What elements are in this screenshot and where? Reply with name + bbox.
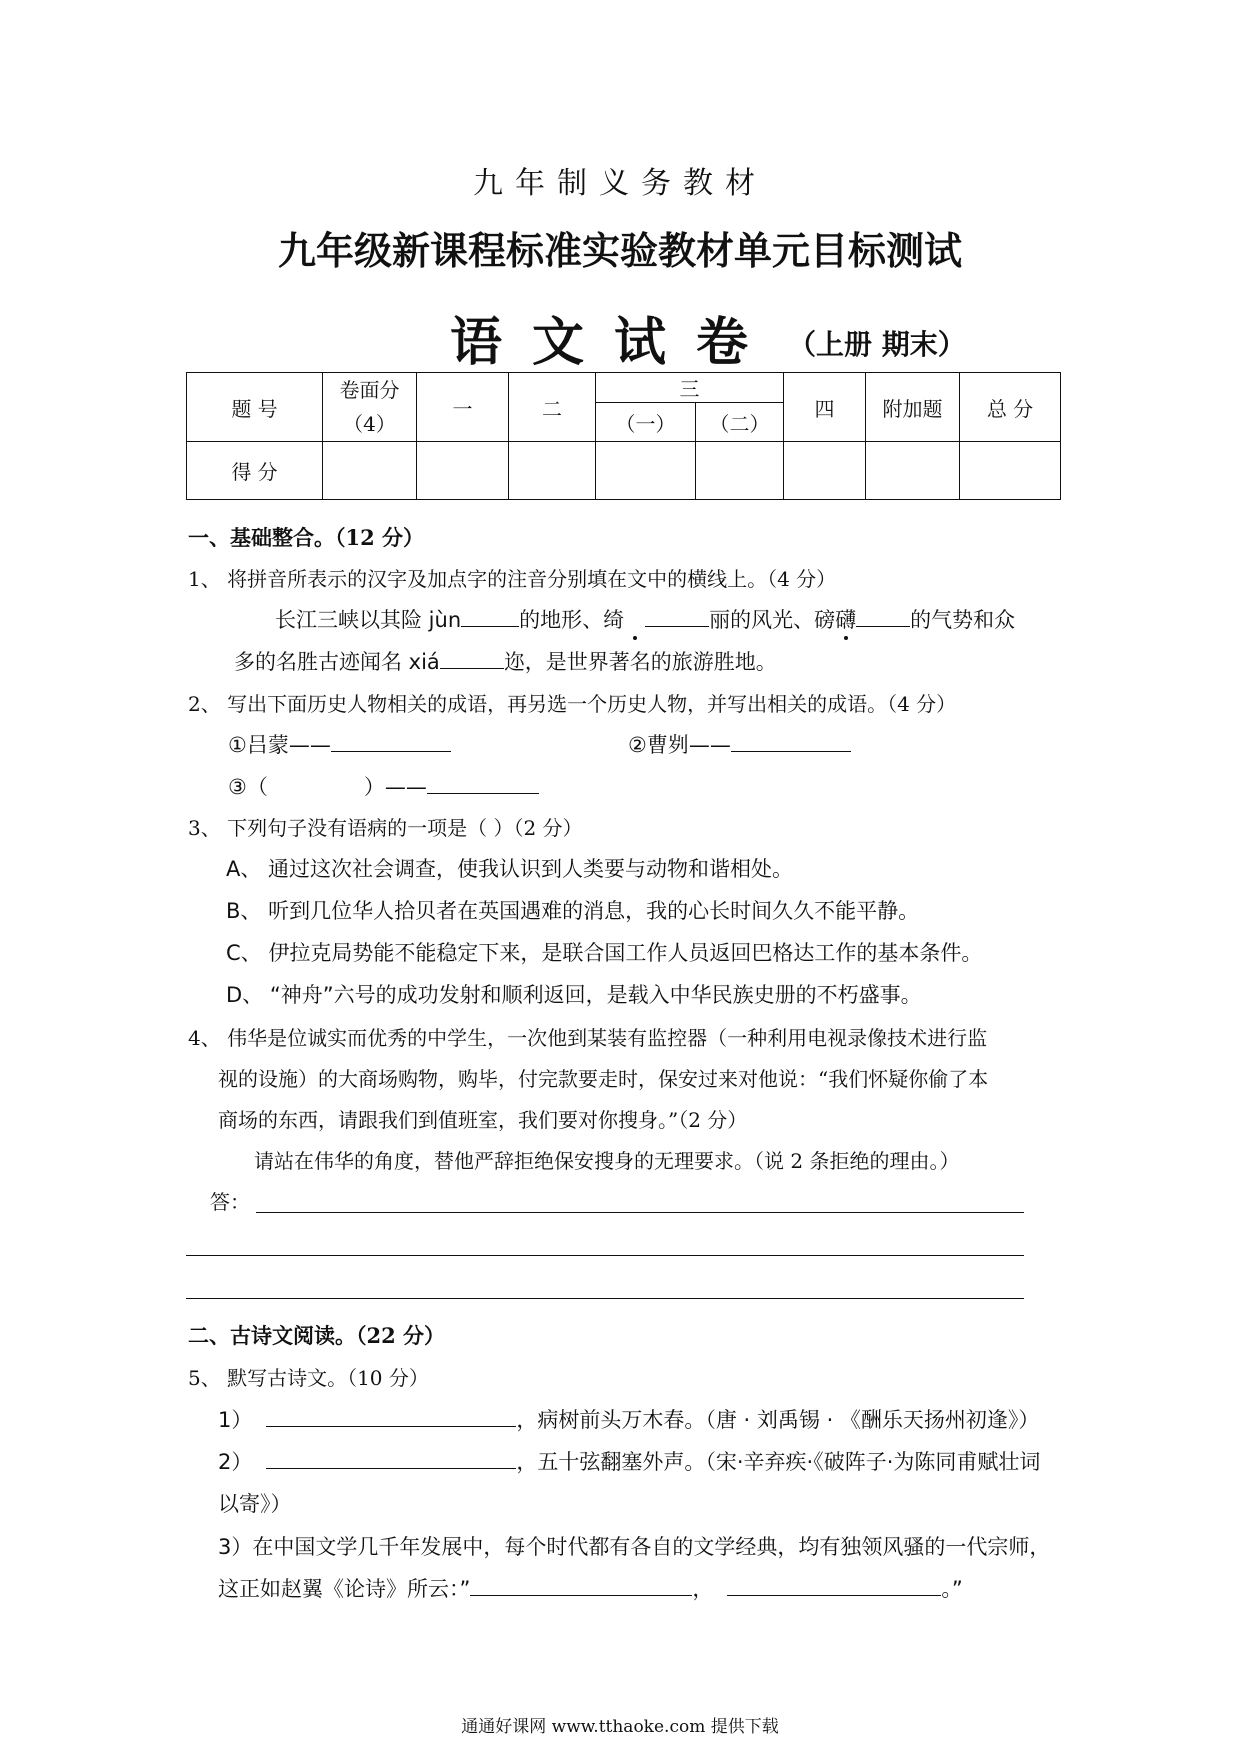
q2-item-a bbox=[228, 729, 451, 759]
col-juanmian-label: 卷面分 bbox=[339, 378, 400, 402]
top-title: 九年制义务教材 bbox=[473, 166, 767, 201]
answer-line[interactable] bbox=[186, 1255, 1024, 1256]
answer-blank[interactable] bbox=[266, 1446, 516, 1469]
col-er: 二 bbox=[509, 373, 596, 442]
q5-text: ，五十弦翻塞外声。（宋·辛弃疾·《破阵子·为陈同甫赋壮词 bbox=[516, 1450, 1041, 1474]
q2-item-c bbox=[228, 771, 539, 801]
q3-stem: 3、 下列句子没有语病的一项是（ ）（2 分） bbox=[188, 816, 583, 840]
col-yi: 一 bbox=[417, 373, 509, 442]
q4-line-3: 商场的东西，请跟我们到值班室，我们要对你搜身。”（2 分） bbox=[218, 1108, 748, 1132]
answer-blank[interactable] bbox=[461, 604, 519, 627]
score-cell[interactable] bbox=[596, 442, 696, 500]
answer-blank[interactable] bbox=[440, 646, 504, 669]
answer-blank[interactable] bbox=[427, 771, 539, 794]
q1-stem: 1、 将拼音所表示的汉字及加点字的注音分别填在文中的横线上。（4 分） bbox=[188, 567, 837, 591]
q4-line-1: 4、 伟华是位诚实而优秀的中学生，一次他到某装有监控器（一种利用电视录像技术进行监 bbox=[188, 1026, 988, 1050]
q5-item-2-cont: 以寄》） bbox=[218, 1492, 292, 1516]
score-cell[interactable] bbox=[960, 442, 1061, 500]
main-title: 九年级新课程标准实验教材单元目标测试 bbox=[277, 228, 962, 273]
answer-line[interactable] bbox=[256, 1212, 1024, 1213]
q1-text: 长江三峡以其险 jùn bbox=[275, 608, 462, 632]
q4-line-4: 请站在伟华的角度，替他严辞拒绝保安搜身的无理要求。（说 2 条拒绝的理由。） bbox=[254, 1149, 960, 1173]
score-cell[interactable] bbox=[696, 442, 784, 500]
q1-text: 的气势和众 bbox=[910, 608, 1016, 632]
col-zongfen: 总 分 bbox=[960, 373, 1061, 442]
q5-stem: 5、 默写古诗文。（10 分） bbox=[188, 1366, 429, 1390]
score-table bbox=[186, 372, 1061, 500]
section-2-title: 二、古诗文阅读。（22 分） bbox=[188, 1323, 446, 1348]
answer-blank[interactable] bbox=[645, 604, 709, 627]
q1-line-1 bbox=[275, 604, 1015, 634]
q4-line-2: 视的设施）的大商场购物，购毕，付完款要走时，保安过来对他说：“我们怀疑你偷了本 bbox=[218, 1067, 989, 1091]
answer-blank[interactable] bbox=[331, 729, 451, 752]
q5-text: 这正如赵翼《论诗》所云：” bbox=[218, 1577, 471, 1601]
q5-num: 2） bbox=[218, 1450, 253, 1474]
col-juanmian-score: （4） bbox=[343, 412, 396, 436]
answer-blank[interactable] bbox=[266, 1404, 516, 1427]
q1-text: 的地形、绮 bbox=[519, 608, 625, 632]
section-1-title: 一、基础整合。（12 分） bbox=[188, 525, 425, 550]
q1-text: 多的名胜古迹闻名 xiá bbox=[234, 650, 440, 674]
dotted-char bbox=[624, 608, 645, 632]
q5-item-2 bbox=[218, 1446, 1040, 1476]
q3-option-d[interactable]: D、 “神舟”六号的成功发射和顺利返回，是载入中华民族史册的不朽盛事。 bbox=[226, 983, 922, 1007]
col-fujia: 附加题 bbox=[866, 373, 960, 442]
footer: 通通好课网 www.tthaoke.com 提供下载 bbox=[461, 1717, 779, 1737]
answer-line[interactable] bbox=[186, 1298, 1024, 1299]
q5-text: ， bbox=[692, 1577, 714, 1601]
row-label-question: 题 号 bbox=[187, 373, 323, 442]
q2-text: ②曹刿—— bbox=[628, 733, 731, 757]
score-cell[interactable] bbox=[784, 442, 866, 500]
score-cell[interactable] bbox=[323, 442, 417, 500]
exam-subtitle: （上册 期末） bbox=[788, 328, 966, 361]
q2-text: ①吕蒙—— bbox=[228, 733, 331, 757]
dotted-char: 礴 bbox=[835, 608, 857, 632]
col-san: 三 bbox=[596, 373, 784, 403]
q3-option-a[interactable]: A、 通过这次社会调查，使我认识到人类要与动物和谐相处。 bbox=[226, 857, 794, 881]
score-cell[interactable] bbox=[866, 442, 960, 500]
col-san-1: （一） bbox=[596, 403, 696, 442]
answer-blank[interactable] bbox=[727, 1573, 941, 1596]
answer-blank[interactable] bbox=[470, 1573, 692, 1596]
exam-title: 语文试卷 bbox=[450, 312, 779, 373]
row-label-score: 得 分 bbox=[187, 442, 323, 500]
q3-option-b[interactable]: B、 听到几位华人拾贝者在英国遇难的消息，我的心长时间久久不能平静。 bbox=[226, 899, 920, 923]
q5-item-3-line-2 bbox=[218, 1573, 963, 1603]
q4-answer-label: 答： bbox=[210, 1190, 250, 1214]
q1-text: 丽的风光、磅 bbox=[709, 608, 836, 632]
q5-item-3-line-1: 3）在中国文学几千年发展中，每个时代都有各自的文学经典，均有独领风骚的一代宗师， bbox=[218, 1535, 1051, 1559]
answer-blank[interactable] bbox=[856, 604, 910, 627]
col-san-2: （二） bbox=[696, 403, 784, 442]
answer-blank[interactable] bbox=[731, 729, 851, 752]
q5-text: ，病树前头万木春。（唐 · 刘禹锡 · 《酬乐天扬州初逢》） bbox=[516, 1408, 1040, 1432]
col-si: 四 bbox=[784, 373, 866, 442]
q2-text: ）—— bbox=[363, 775, 427, 799]
exam-title-block bbox=[450, 300, 966, 375]
q1-text: 迩，是世界著名的旅游胜地。 bbox=[503, 650, 777, 674]
q2-stem: 2、 写出下面历史人物相关的成语，再另选一个历史人物，并写出相关的成语。（4 分） bbox=[188, 692, 957, 716]
q2-text: ③（ bbox=[228, 775, 268, 799]
q3-option-c[interactable]: C、 伊拉克局势能不能稳定下来，是联合国工作人员返回巴格达工作的基本条件。 bbox=[226, 941, 983, 965]
q5-num: 1） bbox=[218, 1408, 253, 1432]
score-cell[interactable] bbox=[417, 442, 509, 500]
q5-item-1 bbox=[218, 1404, 1039, 1434]
score-cell[interactable] bbox=[509, 442, 596, 500]
col-juanmian bbox=[323, 373, 417, 442]
q5-text: 。” bbox=[941, 1577, 963, 1601]
q1-line-2 bbox=[234, 646, 777, 676]
q2-item-b bbox=[628, 729, 851, 759]
